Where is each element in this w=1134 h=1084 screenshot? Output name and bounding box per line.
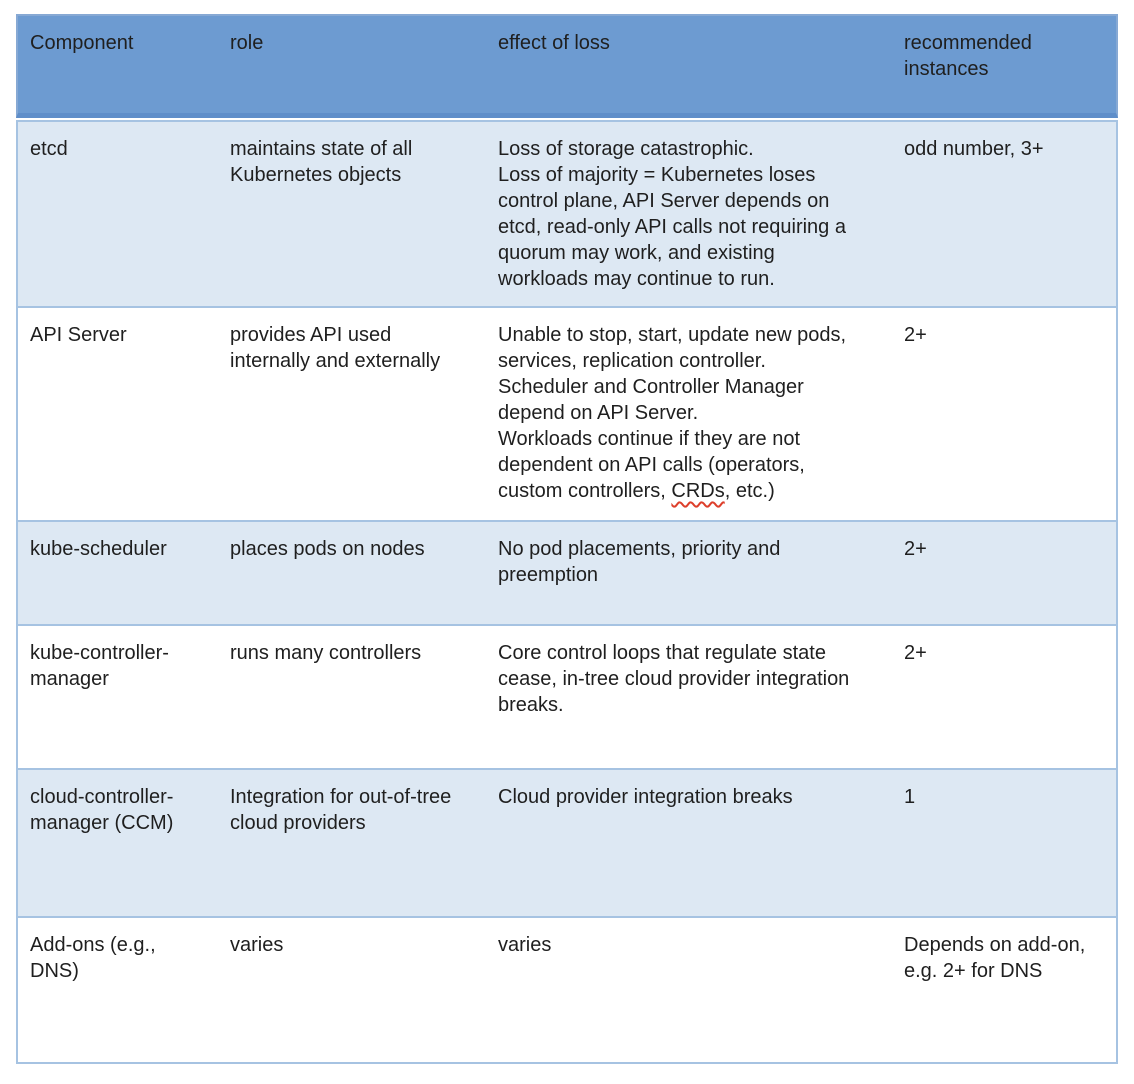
- effect-paragraph: varies: [498, 934, 552, 956]
- table-row: [18, 520, 1116, 624]
- cell-recommended-instances: odd number, 3+: [904, 138, 1044, 160]
- cell-component: kube-scheduler: [30, 538, 167, 560]
- cell-component: Add-ons (e.g., DNS): [30, 934, 156, 982]
- table-body: [16, 120, 1118, 1064]
- column-header-component: Component: [30, 32, 134, 54]
- table-row: [18, 624, 1116, 768]
- effect-paragraph: Unable to stop, start, update new pods, services, replication controller.: [498, 324, 846, 372]
- effect-paragraph: Cloud provider integration breaks: [498, 786, 793, 808]
- cell-component: cloud-controller-manager (CCM): [30, 786, 174, 834]
- cell-recommended-instances: 2+: [904, 538, 927, 560]
- cell-component: etcd: [30, 138, 68, 160]
- cell-recommended-instances: 2+: [904, 324, 927, 346]
- table-row: [18, 122, 1116, 306]
- cell-effect-of-loss: [486, 626, 892, 768]
- table-row: [18, 916, 1116, 1062]
- table-row: [18, 306, 1116, 520]
- cell-effect-of-loss: [486, 770, 892, 916]
- cell-role: Integration for out-of-tree cloud providers: [230, 786, 452, 834]
- cell-role: provides API used internally and externally: [230, 324, 441, 372]
- table-row: [18, 768, 1116, 916]
- column-header-role: role: [230, 32, 264, 54]
- cell-component: API Server: [30, 324, 127, 346]
- effect-paragraph: Workloads continue if they are not dependent on API calls (operators, custom controllers, CRDs, etc.): [498, 428, 805, 502]
- table-header-row: [16, 14, 1118, 118]
- cell-effect-of-loss: [486, 122, 892, 306]
- column-header-recommended-instances: recommended instances: [904, 32, 1032, 80]
- cell-role: maintains state of all Kubernetes objects: [230, 138, 413, 186]
- kubernetes-components-table: [16, 14, 1118, 1064]
- effect-paragraph: Core control loops that regulate state cease, in-tree cloud provider integration breaks.: [498, 642, 850, 716]
- effect-paragraph: No pod placements, priority and preemption: [498, 538, 781, 586]
- effect-paragraph: Loss of storage catastrophic.: [498, 138, 754, 160]
- cell-role: runs many controllers: [230, 642, 422, 664]
- cell-effect-of-loss: [486, 308, 892, 520]
- effect-paragraph: Loss of majority = Kubernetes loses control plane, API Server depends on etcd, read-only API calls not requiring a quorum may work, and existing workloads may continue to run.: [498, 164, 846, 290]
- spellcheck-underline-word: CRDs: [671, 480, 725, 502]
- cell-effect-of-loss: [486, 522, 892, 624]
- effect-paragraph: Scheduler and Controller Manager depend on API Server.: [498, 376, 804, 424]
- cell-recommended-instances: 2+: [904, 642, 927, 664]
- column-header-effect-of-loss: effect of loss: [498, 32, 610, 54]
- cell-component: kube-controller-manager: [30, 642, 169, 690]
- cell-recommended-instances: 1: [904, 786, 916, 808]
- cell-effect-of-loss: [486, 918, 892, 1062]
- cell-recommended-instances: Depends on add-on, e.g. 2+ for DNS: [904, 934, 1086, 982]
- cell-role: varies: [230, 934, 284, 956]
- cell-role: places pods on nodes: [230, 538, 425, 560]
